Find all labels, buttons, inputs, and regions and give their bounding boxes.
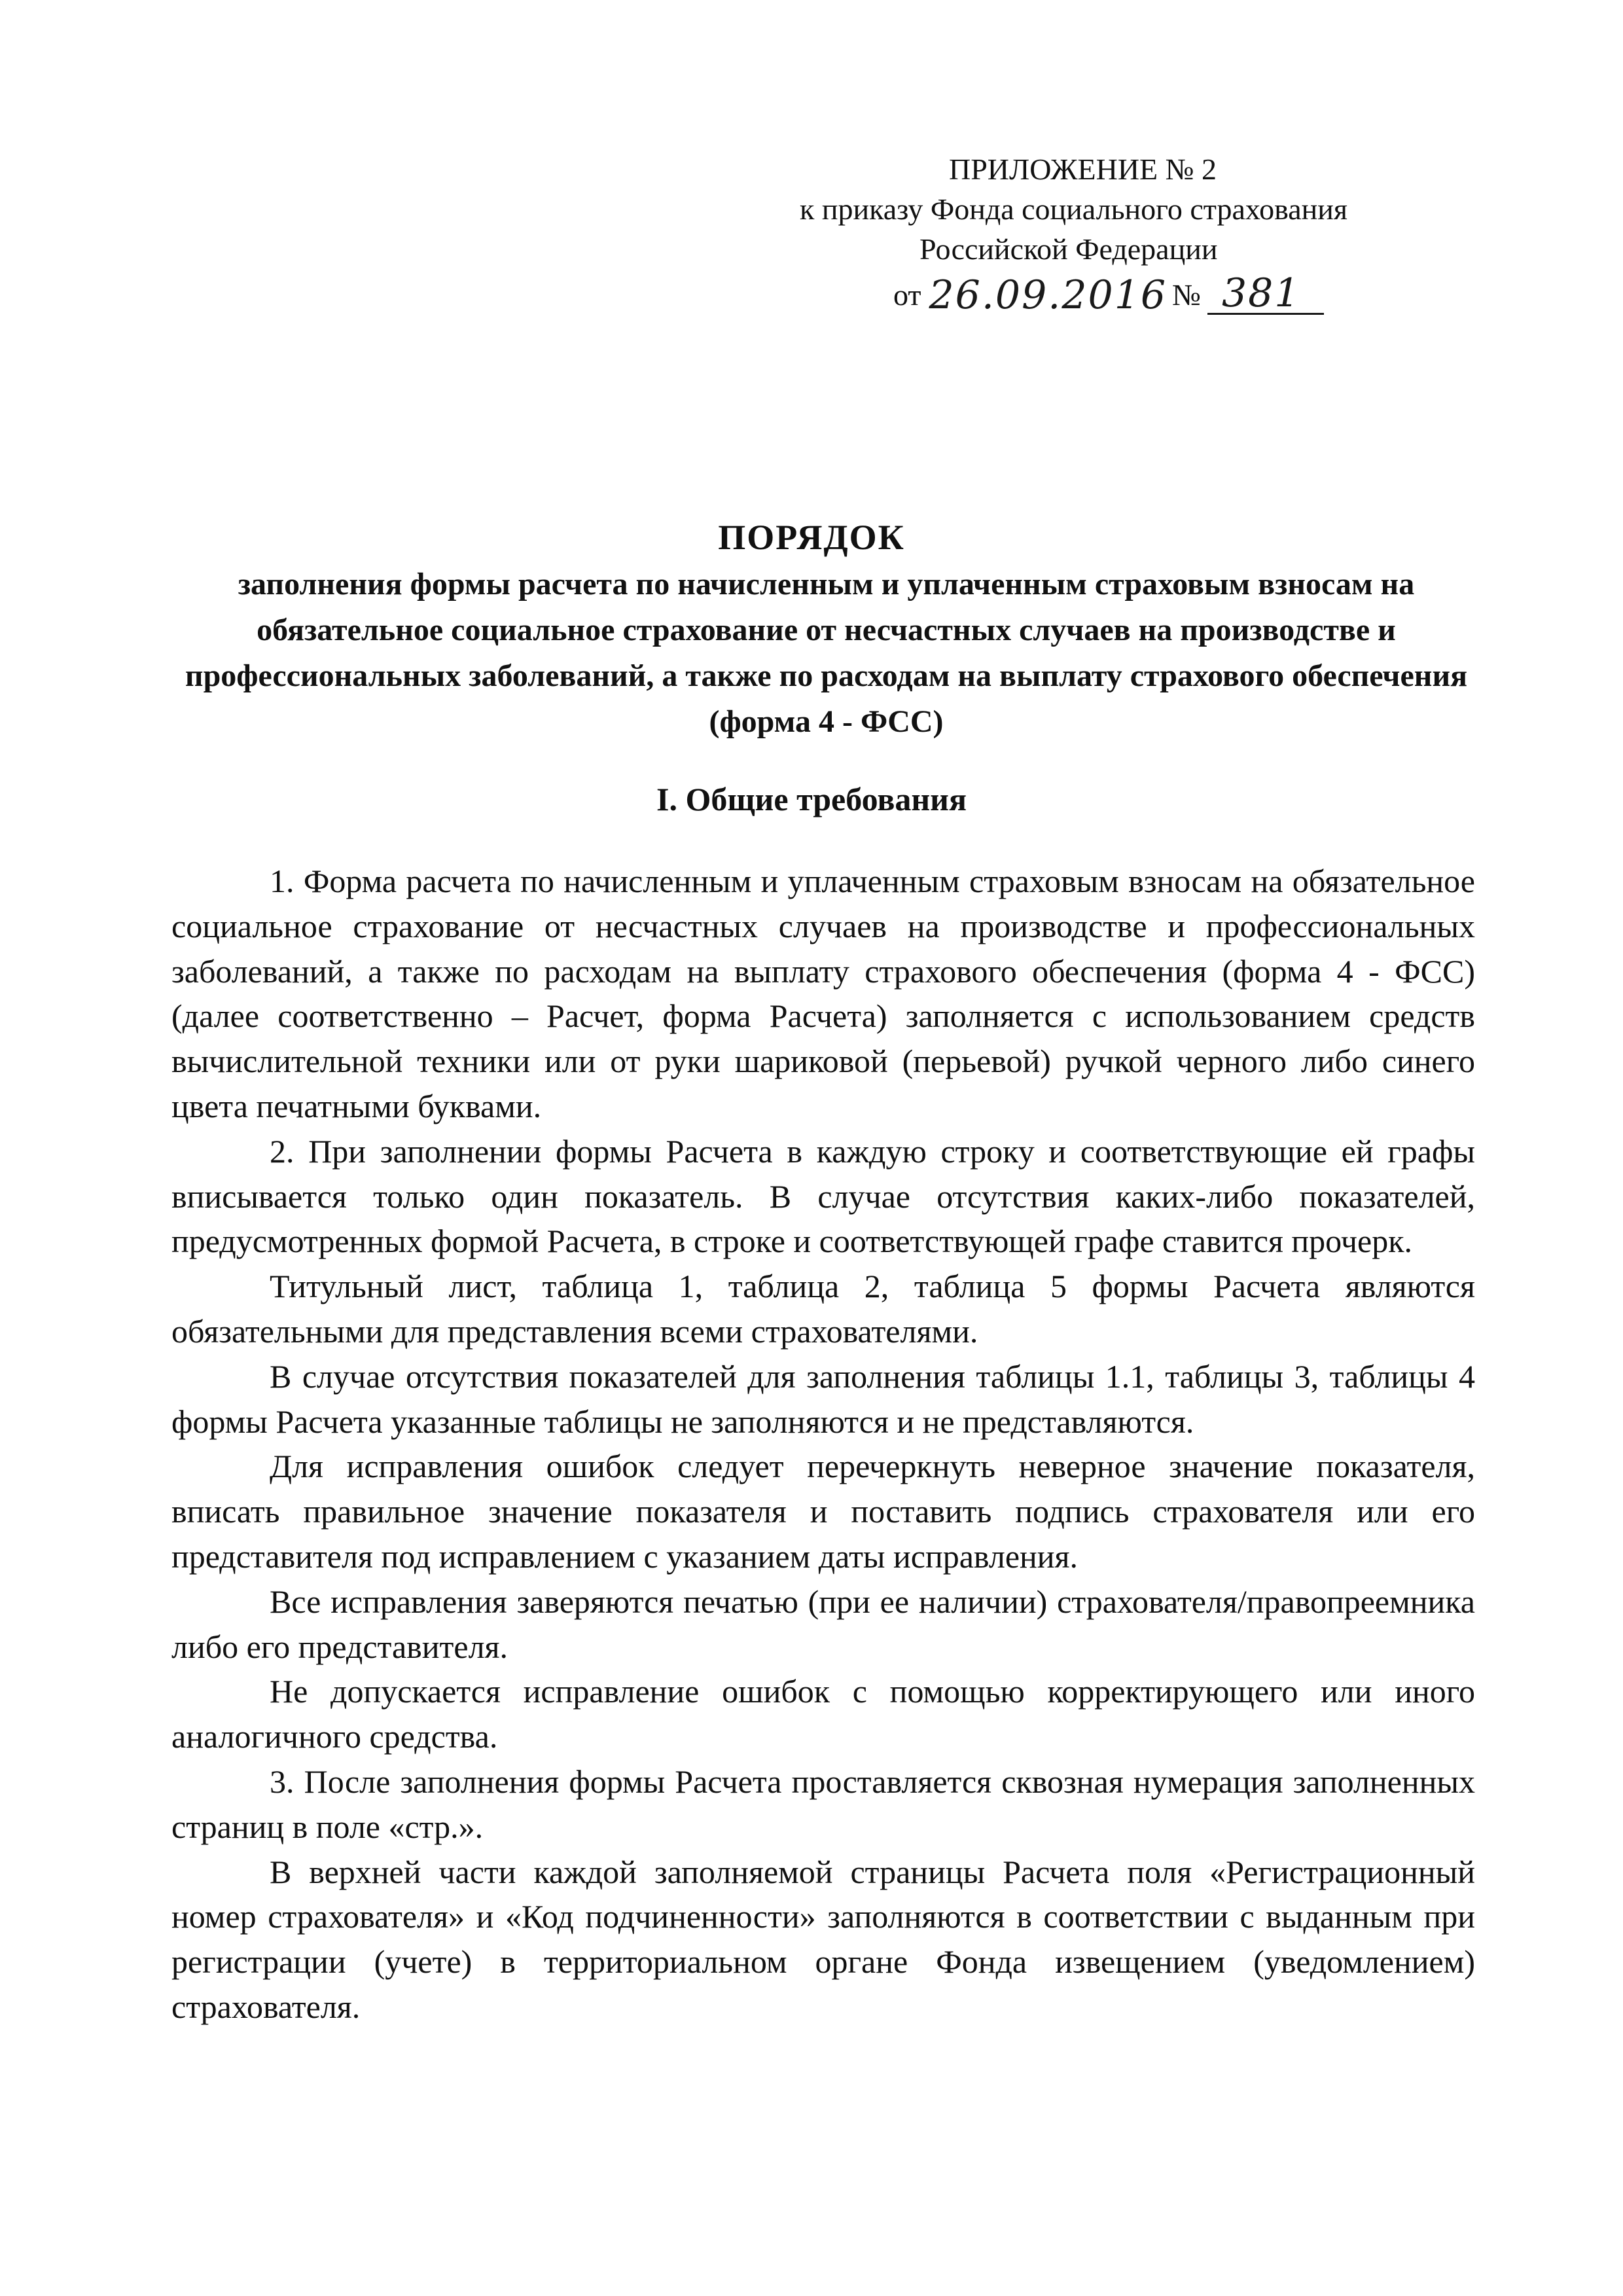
paragraph: Для исправления ошибок следует перечеркнуть неверное значение показателя, вписать правильное значение показателя и поставить подпись страхователя или его представителя под исправлением с указанием даты исправления.: [171, 1448, 1475, 1575]
paragraph: В случае отсутствия показателей для заполнения таблицы 1.1, таблицы 3, таблицы 4 формы Расчета указанные таблицы не заполняются и не представляются.: [171, 1357, 1475, 1440]
attachment-order-ref: к приказу Фонда социального страхования: [800, 192, 1348, 226]
section-heading: I. Общие требования: [656, 781, 967, 817]
paragraph: Титульный лист, таблица 1, таблица 2, таблица 5 формы Расчета являются обязательными для представления всеми страхователями.: [171, 1268, 1475, 1350]
document-title: ПОРЯДОК: [718, 518, 905, 557]
paragraph: 2. При заполнении формы Расчета в каждую строку и соответствующие ей графы вписывается только один показатель. В случае отсутствия каких-либо показателей, предусмотренных формой Расчета, в строке и соответствующей графе ставится прочерк.: [171, 1132, 1475, 1260]
paragraph: 3. После заполнения формы Расчета проставляется сквозная нумерация заполненных страниц в поле «стр.».: [171, 1763, 1475, 1845]
document-body: [171, 859, 1475, 2030]
number-label: №: [1172, 278, 1201, 312]
paragraph: Не допускается исправление ошибок с помощью корректирующего или иного аналогичного средства.: [171, 1673, 1475, 1755]
document-subtitle: заполнения формы расчета по начисленным и уплаченным страховым взносам на обязательное социальное страхование от несчастных случаев на производстве и профессиональных заболеваний, а также по расходам на выплату страхового обеспечения (форма 4 - ФСС): [185, 567, 1468, 739]
attachment-date-number: [893, 270, 1324, 318]
from-label: от: [893, 278, 921, 312]
paragraph: В верхней части каждой заполняемой страницы Расчета поля «Регистрационный номер страхователя» и «Код подчиненности» заполняются в соответствии с выданным при регистрации (учете) в территориальном органе Фонда извещением (уведомлением) страхователя.: [171, 1853, 1475, 2025]
handwritten-number: 381: [1207, 274, 1325, 315]
attachment-title: ПРИЛОЖЕНИЕ № 2: [949, 152, 1217, 186]
handwritten-date: 26.09.2016: [929, 272, 1168, 318]
paragraph: 1. Форма расчета по начисленным и уплаченным страховым взносам на обязательное социальное страхование от несчастных случаев на производстве и профессиональных заболеваний, а также по расходам на выплату страхового обеспечения (форма 4 - ФСС) (далее соответственно – Расчет, форма Расчета) заполняется с использованием средств вычислительной техники или от руки шариковой (перьевой) ручкой черного либо синего цвета печатными буквами.: [171, 863, 1475, 1124]
paragraph: Все исправления заверяются печатью (при ее наличии) страхователя/правопреемника либо его представителя.: [171, 1583, 1475, 1665]
attachment-federation: Российской Федерации: [919, 232, 1218, 266]
